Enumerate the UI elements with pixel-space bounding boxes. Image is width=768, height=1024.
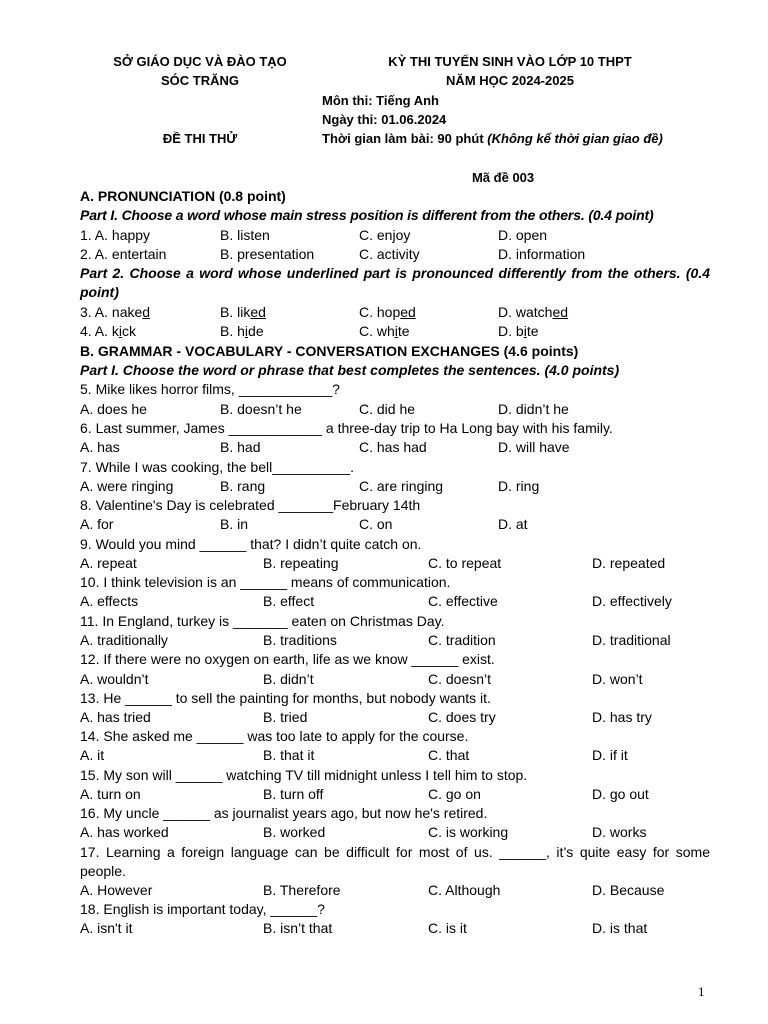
time-limit-note: (Không kể thời gian giao đề): [487, 131, 663, 146]
q1-option-b: B. listen: [220, 227, 270, 243]
question-10-stem: 10. I think television is an ______ means of communication.: [80, 574, 451, 590]
q8-option-d: D. at: [498, 516, 528, 532]
section-a-part1: Part I. Choose a word whose main stress position is different from the others. (0.4 point): [80, 207, 654, 223]
q3-option-c: C. hoped: [359, 304, 416, 320]
q13-option-a: A. has tried: [80, 709, 151, 725]
q1-option-d: D. open: [498, 227, 548, 243]
time-limit-text: Thời gian làm bài: 90 phút: [322, 131, 484, 146]
question-15-stem: 15. My son will ______ watching TV till midnight unless I tell him to stop.: [80, 767, 528, 783]
q7-option-b: B. rang: [220, 478, 266, 494]
province-name: SÓC TRĂNG: [161, 73, 239, 88]
question-14-stem: 14. She asked me ______ was too late to apply for the course.: [80, 728, 469, 744]
section-b-part1: Part I. Choose the word or phrase that best completes the sentences. (4.0 points): [80, 362, 620, 378]
q17-option-a: A. However: [80, 882, 153, 898]
q1-stem-option-a: 1. A. happy: [80, 227, 151, 243]
exam-code: Mã đề 003: [472, 170, 535, 185]
q13-option-b: B. tried: [263, 709, 308, 725]
q8-option-b: B. in: [220, 516, 249, 532]
q2-option-d: D. information: [498, 246, 586, 262]
q2-option-b: B. presentation: [220, 246, 315, 262]
q17-option-d: D. Because: [592, 882, 665, 898]
q12-option-d: D. won’t: [592, 671, 643, 687]
exam-kind: ĐỀ THI THỬ: [162, 131, 238, 146]
question-18-stem: 18. English is important today, ______?: [80, 901, 325, 917]
q7-option-c: C. are ringing: [359, 478, 444, 494]
q9-option-c: C. to repeat: [428, 555, 502, 571]
q6-option-d: D. will have: [498, 439, 570, 455]
q10-option-c: C. effective: [428, 593, 498, 609]
q2-option-c: C. activity: [359, 246, 420, 262]
q12-option-c: C. doesn’t: [428, 671, 492, 687]
q14-option-d: D. if it: [592, 747, 628, 763]
time-limit: [322, 129, 692, 148]
section-a-part2: Part 2. Choose a word whose underlined part is pronounced differently from the others. (0.4 point): [80, 265, 710, 300]
q5-option-c: C. did he: [359, 401, 416, 417]
question-11-stem: 11. In England, turkey is _______ eaten on Christmas Day.: [80, 613, 445, 629]
q9-option-a: A. repeat: [80, 555, 137, 571]
q16-option-a: A. has worked: [80, 824, 169, 840]
q4-option-c: C. white: [359, 323, 410, 339]
q11-option-c: C. tradition: [428, 632, 496, 648]
section-b-title: B. GRAMMAR - VOCABULARY - CONVERSATION EXCHANGES (4.6 points): [80, 343, 579, 359]
q12-option-b: B. didn’t: [263, 671, 314, 687]
q9-option-d: D. repeated: [592, 555, 666, 571]
q11-option-a: A. traditionally: [80, 632, 168, 648]
question-16-stem: 16. My uncle ______ as journalist years ago, but now he's retired.: [80, 805, 488, 821]
q18-option-d: D. is that: [592, 920, 648, 936]
exam-date: Ngày thi: 01.06.2024: [322, 112, 447, 127]
question-7-stem: 7. While I was cooking, the bell__________.: [80, 459, 354, 475]
department-name: SỞ GIÁO DỤC VÀ ĐÀO TẠO: [113, 54, 287, 69]
q3-option-d: D. watched: [498, 304, 569, 320]
q7-option-a: A. were ringing: [80, 478, 174, 494]
q10-option-a: A. effects: [80, 593, 139, 609]
q16-option-c: C. is working: [428, 824, 509, 840]
q11-option-b: B. traditions: [263, 632, 337, 648]
q15-option-d: D. go out: [592, 786, 649, 802]
question-9-stem: 9. Would you mind ______ that? I didn’t quite catch on.: [80, 536, 422, 552]
q6-option-a: A. has: [80, 439, 120, 455]
q4-option-b: B. hide: [220, 323, 264, 339]
q1-option-c: C. enjoy: [359, 227, 411, 243]
q18-option-b: B. isn’t that: [263, 920, 333, 936]
q18-option-a: A. isn't it: [80, 920, 133, 936]
q2-stem-option-a: 2. A. entertain: [80, 246, 167, 262]
q14-option-a: A. it: [80, 747, 105, 763]
q17-option-c: C. Although: [428, 882, 501, 898]
school-year: NĂM HỌC 2024-2025: [446, 73, 574, 88]
q13-option-d: D. has try: [592, 709, 652, 725]
q13-option-c: C. does try: [428, 709, 496, 725]
q10-option-d: D. effectively: [592, 593, 672, 609]
question-6-stem: 6. Last summer, James ____________ a three-day trip to Ha Long bay with his family.: [80, 420, 613, 436]
q16-option-b: B. worked: [263, 824, 326, 840]
q15-option-a: A. turn on: [80, 786, 141, 802]
question-5-stem: 5. Mike likes horror films, ____________?: [80, 381, 340, 397]
q8-option-a: A. for: [80, 516, 114, 532]
q10-option-b: B. effect: [263, 593, 315, 609]
question-8-stem: 8. Valentine's Day is celebrated _______February 14th: [80, 497, 421, 513]
q6-option-c: C. has had: [359, 439, 427, 455]
q5-option-b: B. doesn’t he: [220, 401, 302, 417]
q4-option-a: 4. A. kick: [80, 323, 137, 339]
q15-option-c: C. go on: [428, 786, 481, 802]
exam-title: KỲ THI TUYỂN SINH VÀO LỚP 10 THPT: [388, 54, 632, 69]
q8-option-c: C. on: [359, 516, 393, 532]
q6-option-b: B. had: [220, 439, 261, 455]
q17-option-b: B. Therefore: [263, 882, 341, 898]
q14-option-c: C. that: [428, 747, 470, 763]
q11-option-d: D. traditional: [592, 632, 671, 648]
q18-option-c: C. is it: [428, 920, 467, 936]
q3-option-b: B. liked: [220, 304, 266, 320]
q5-option-a: A. does he: [80, 401, 147, 417]
q7-option-d: D. ring: [498, 478, 540, 494]
question-13-stem: 13. He ______ to sell the painting for months, but nobody wants it.: [80, 690, 491, 706]
q16-option-d: D. works: [592, 824, 647, 840]
q5-option-d: D. didn’t he: [498, 401, 569, 417]
question-12-stem: 12. If there were no oxygen on earth, life as we know ______ exist.: [80, 651, 495, 667]
section-a-title: A. PRONUNCIATION (0.8 point): [80, 188, 286, 204]
question-17-stem: 17. Learning a foreign language can be difficult for most of us. ______, it’s quite easy for some people.: [80, 844, 710, 879]
subject-line: Môn thi: Tiếng Anh: [322, 93, 439, 108]
q3-option-a: 3. A. naked: [80, 304, 151, 320]
q9-option-b: B. repeating: [263, 555, 339, 571]
page-number: 1: [698, 984, 705, 999]
q4-option-d: D. bite: [498, 323, 539, 339]
q15-option-b: B. turn off: [263, 786, 324, 802]
q14-option-b: B. that it: [263, 747, 315, 763]
q12-option-a: A. wouldn’t: [80, 671, 149, 687]
